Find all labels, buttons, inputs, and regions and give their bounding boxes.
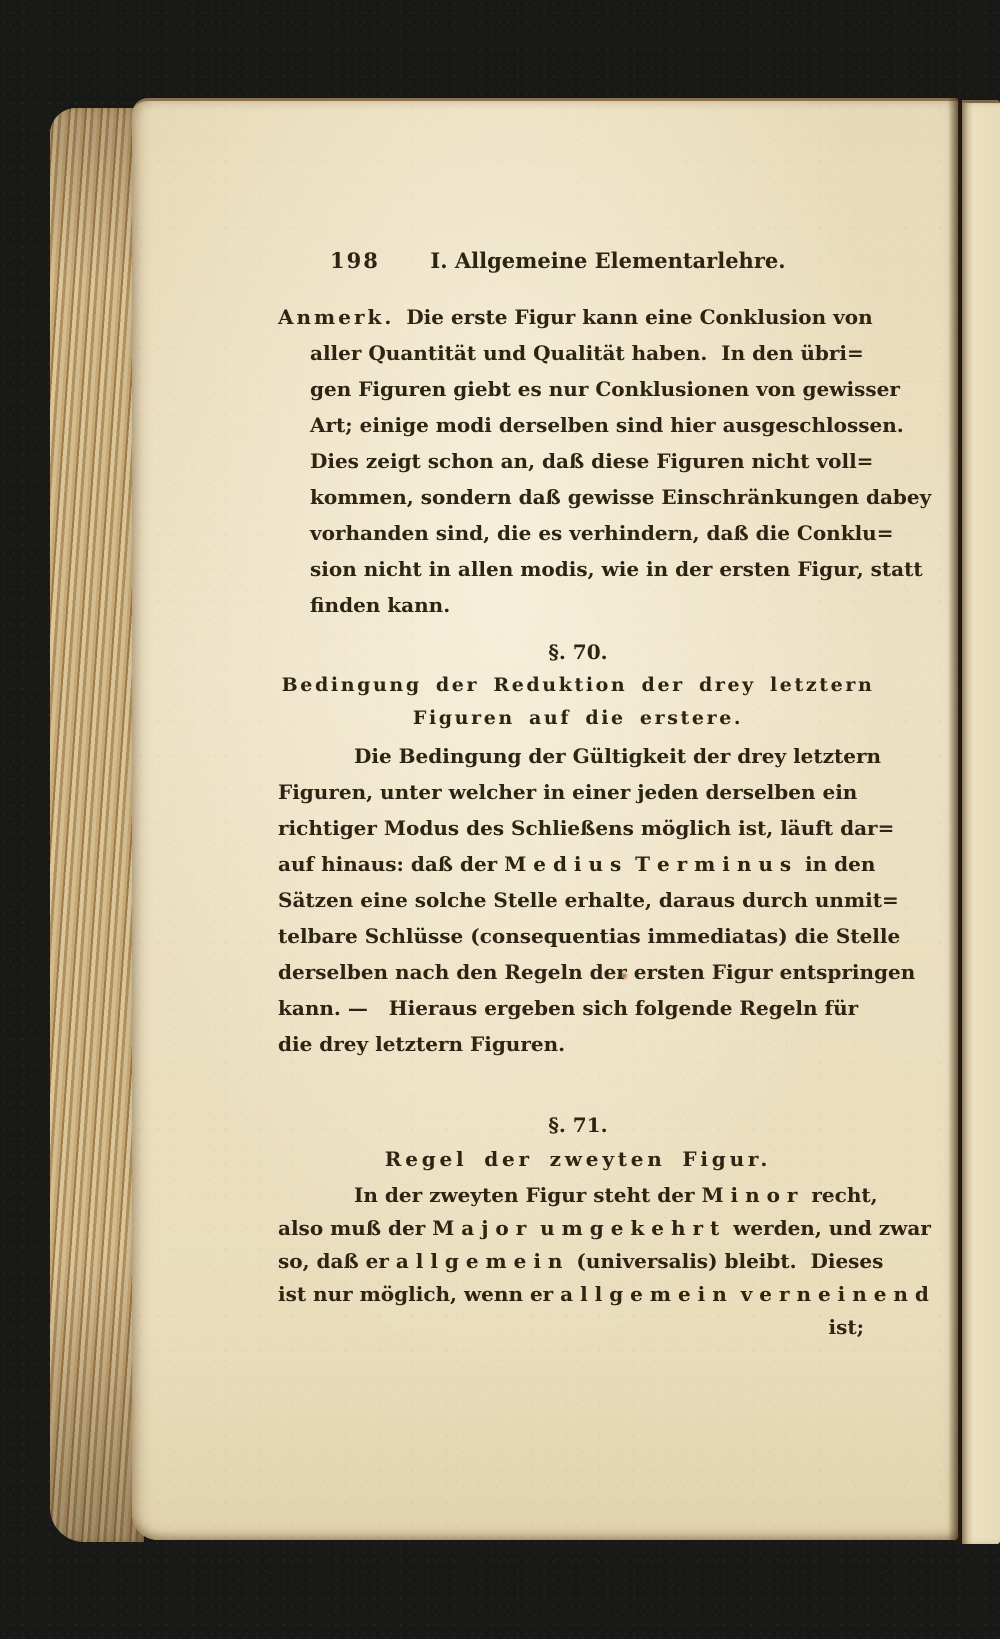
catchword: ist;: [828, 1315, 864, 1339]
body-line: kann. — Hieraus ergeben sich folgende Regeln für: [278, 996, 859, 1020]
section-70-body: [278, 738, 916, 1062]
body-line: In der zweyten Figur steht der M i n o r recht,: [354, 1183, 878, 1207]
page-number: 198: [330, 248, 380, 273]
note-line: gen Figuren giebt es nur Conklusionen von gewisser: [310, 377, 900, 401]
section-70-number: §. 70.: [548, 640, 608, 664]
body-line: Die Bedingung der Gültigkeit der drey letztern: [354, 744, 882, 768]
body-line: die drey letztern Figuren.: [278, 1032, 566, 1056]
body-line: Figuren, unter welcher in einer jeden derselben ein: [278, 780, 858, 804]
note-line: sion nicht in allen modis, wie in der ersten Figur, statt: [310, 557, 923, 581]
note-line: Art; einige modi derselben sind hier ausgeschlossen.: [310, 413, 904, 437]
page-surface: [132, 98, 958, 1540]
body-line: derselben nach den Regeln der ersten Figur entspringen: [278, 960, 916, 984]
body-line: ist nur möglich, wenn er a l l g e m e i n v e r n e i n e n d: [278, 1282, 929, 1306]
page-edge-stack: [50, 108, 144, 1542]
section-70-heading-line: Figuren auf die erstere.: [412, 707, 744, 729]
section-71-number: §. 71.: [548, 1113, 608, 1137]
note-line: Dies zeigt schon an, daß diese Figuren nicht voll=: [310, 449, 874, 473]
note-line: kommen, sondern daß gewisse Einschränkungen dabey: [310, 485, 932, 509]
body-line: Sätzen eine solche Stelle erhalte, daraus durch unmit=: [278, 888, 899, 912]
body-line: auf hinaus: daß der M e d i u s T e r m i n u s in den: [278, 852, 876, 876]
body-line: also muß der M a j o r u m g e k e h r t werden, und zwar: [278, 1216, 931, 1240]
section-70: [278, 635, 916, 1062]
text-block: [278, 101, 932, 1344]
body-line: so, daß er a l l g e m e i n (universalis) bleibt. Dieses: [278, 1249, 884, 1273]
note-line: [278, 299, 878, 335]
note-label: Anmerk.: [278, 305, 395, 329]
body-line: telbare Schlüsse (consequentias immediatas) die Stelle: [278, 924, 901, 948]
note-line: finden kann.: [310, 593, 451, 617]
book-scan: [50, 98, 1000, 1550]
section-71-body: [278, 1179, 931, 1344]
note-line-text: Die erste Figur kann eine Conklusion von: [406, 305, 873, 329]
adjacent-page-edge: [962, 100, 1000, 1544]
section-70-heading-line: Bedingung der Reduktion der drey letztern: [281, 674, 875, 696]
note-paragraph: [278, 299, 932, 623]
body-line: richtiger Modus des Schließens möglich ist, läuft dar=: [278, 816, 895, 840]
note-line: vorhanden sind, die es verhindern, daß die Conklu=: [310, 521, 894, 545]
note-line: aller Quantität und Qualität haben. In den übri=: [310, 341, 864, 365]
page-header: [278, 243, 878, 275]
section-71-heading: Regel der zweyten Figur.: [384, 1147, 772, 1171]
running-header: I. Allgemeine Elementarlehre.: [430, 248, 786, 273]
section-71: [278, 1108, 931, 1344]
